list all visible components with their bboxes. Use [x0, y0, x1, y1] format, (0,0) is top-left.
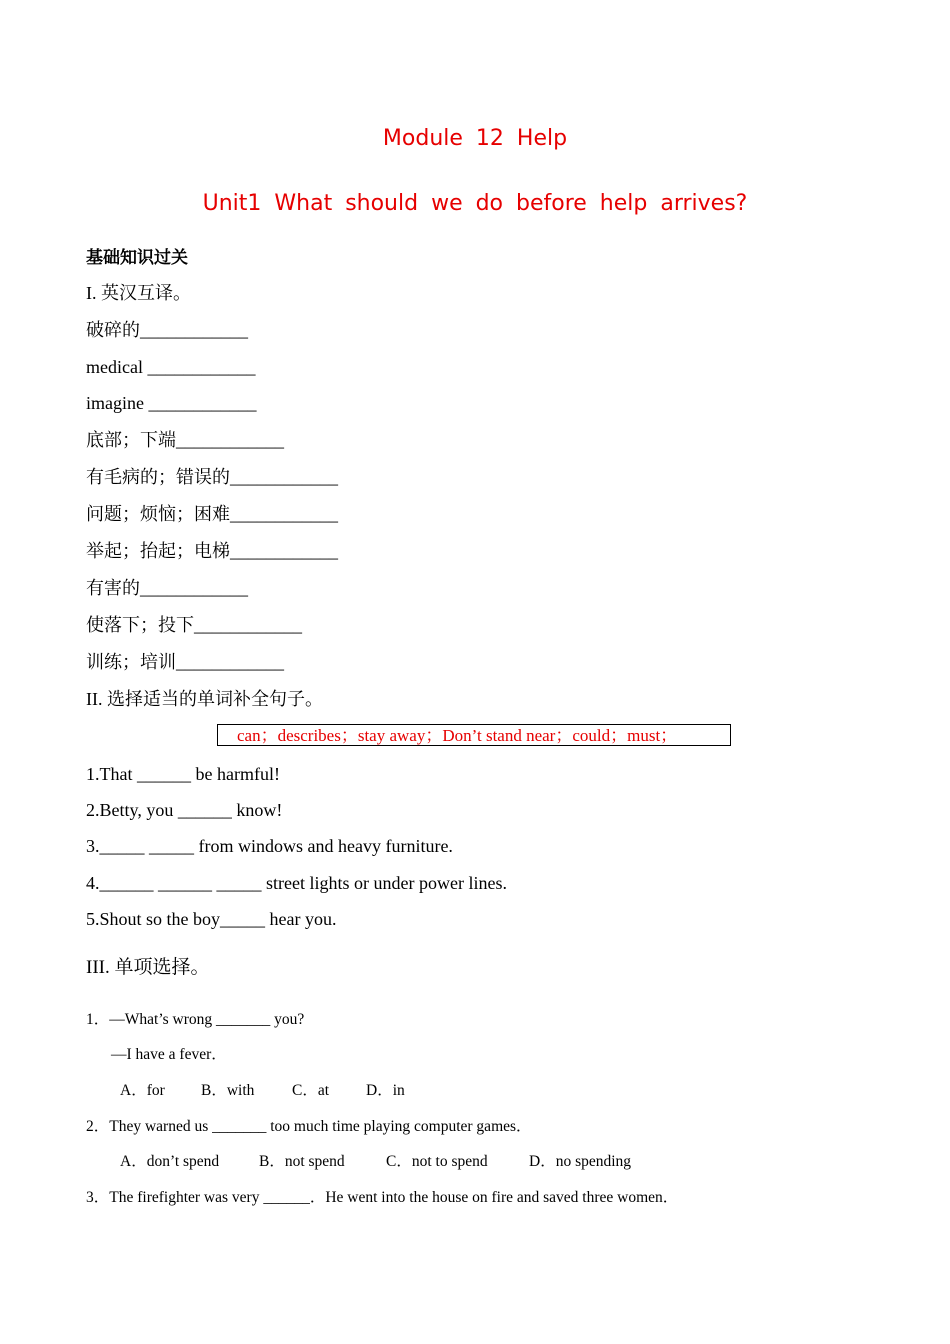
vocab-item: 训练；培训____________: [86, 652, 284, 672]
option: D．in: [366, 1082, 405, 1099]
question-stem: 2．They warned us _______ too much time playing computer games．: [86, 1118, 532, 1135]
word-box-text: can；describes；stay away；Don’t stand near；could；must；: [237, 726, 678, 745]
vocab-item: imagine ____________: [86, 393, 257, 413]
question-stem: 3．The firefighter was very ______．He went into the house on fire and saved three women．: [86, 1189, 679, 1206]
fill-sentence: 1.That ______ be harmful!: [86, 764, 280, 784]
option: A．for: [120, 1082, 165, 1099]
option: D．no spending: [529, 1153, 632, 1170]
vocab-item: 使落下；投下____________: [86, 615, 302, 635]
option: C．not to spend: [386, 1153, 488, 1170]
vocab-item: 底部；下端____________: [86, 430, 284, 450]
vocab-item: 有毛病的；错误的____________: [86, 467, 338, 487]
section-heading: 基础知识过关: [86, 248, 188, 268]
vocab-item: 有害的____________: [86, 578, 248, 598]
option: B．with: [201, 1082, 255, 1099]
part2-heading: II. 选择适当的单词补全句子。: [86, 689, 323, 709]
fill-sentence: 3._____ _____ from windows and heavy furniture.: [86, 836, 453, 856]
question-stem: 1．—What’s wrong _______ you?: [86, 1011, 305, 1028]
option: B．not spend: [259, 1153, 345, 1170]
question-reply: —I have a fever．: [111, 1046, 227, 1063]
part1-heading: I. 英汉互译。: [86, 283, 191, 303]
option: A．don’t spend: [120, 1153, 220, 1170]
vocab-item: 问题；烦恼；困难____________: [86, 504, 338, 524]
fill-sentence: 5.Shout so the boy_____ hear you.: [86, 909, 337, 929]
fill-sentence: 2.Betty, you ______ know!: [86, 800, 283, 820]
part3-heading: III. 单项选择。: [86, 957, 210, 978]
module-title: Module 12 Help: [382, 126, 568, 151]
fill-sentence: 4.______ ______ _____ street lights or under power lines.: [86, 873, 507, 893]
word-box: [217, 724, 731, 746]
unit-title: Unit1 What should we do before help arrives?: [202, 191, 748, 216]
vocab-item: 举起；抬起；电梯____________: [86, 541, 338, 561]
vocab-item: medical ____________: [86, 357, 256, 377]
vocab-item: 破碎的____________: [86, 320, 248, 340]
option: C．at: [292, 1082, 330, 1099]
